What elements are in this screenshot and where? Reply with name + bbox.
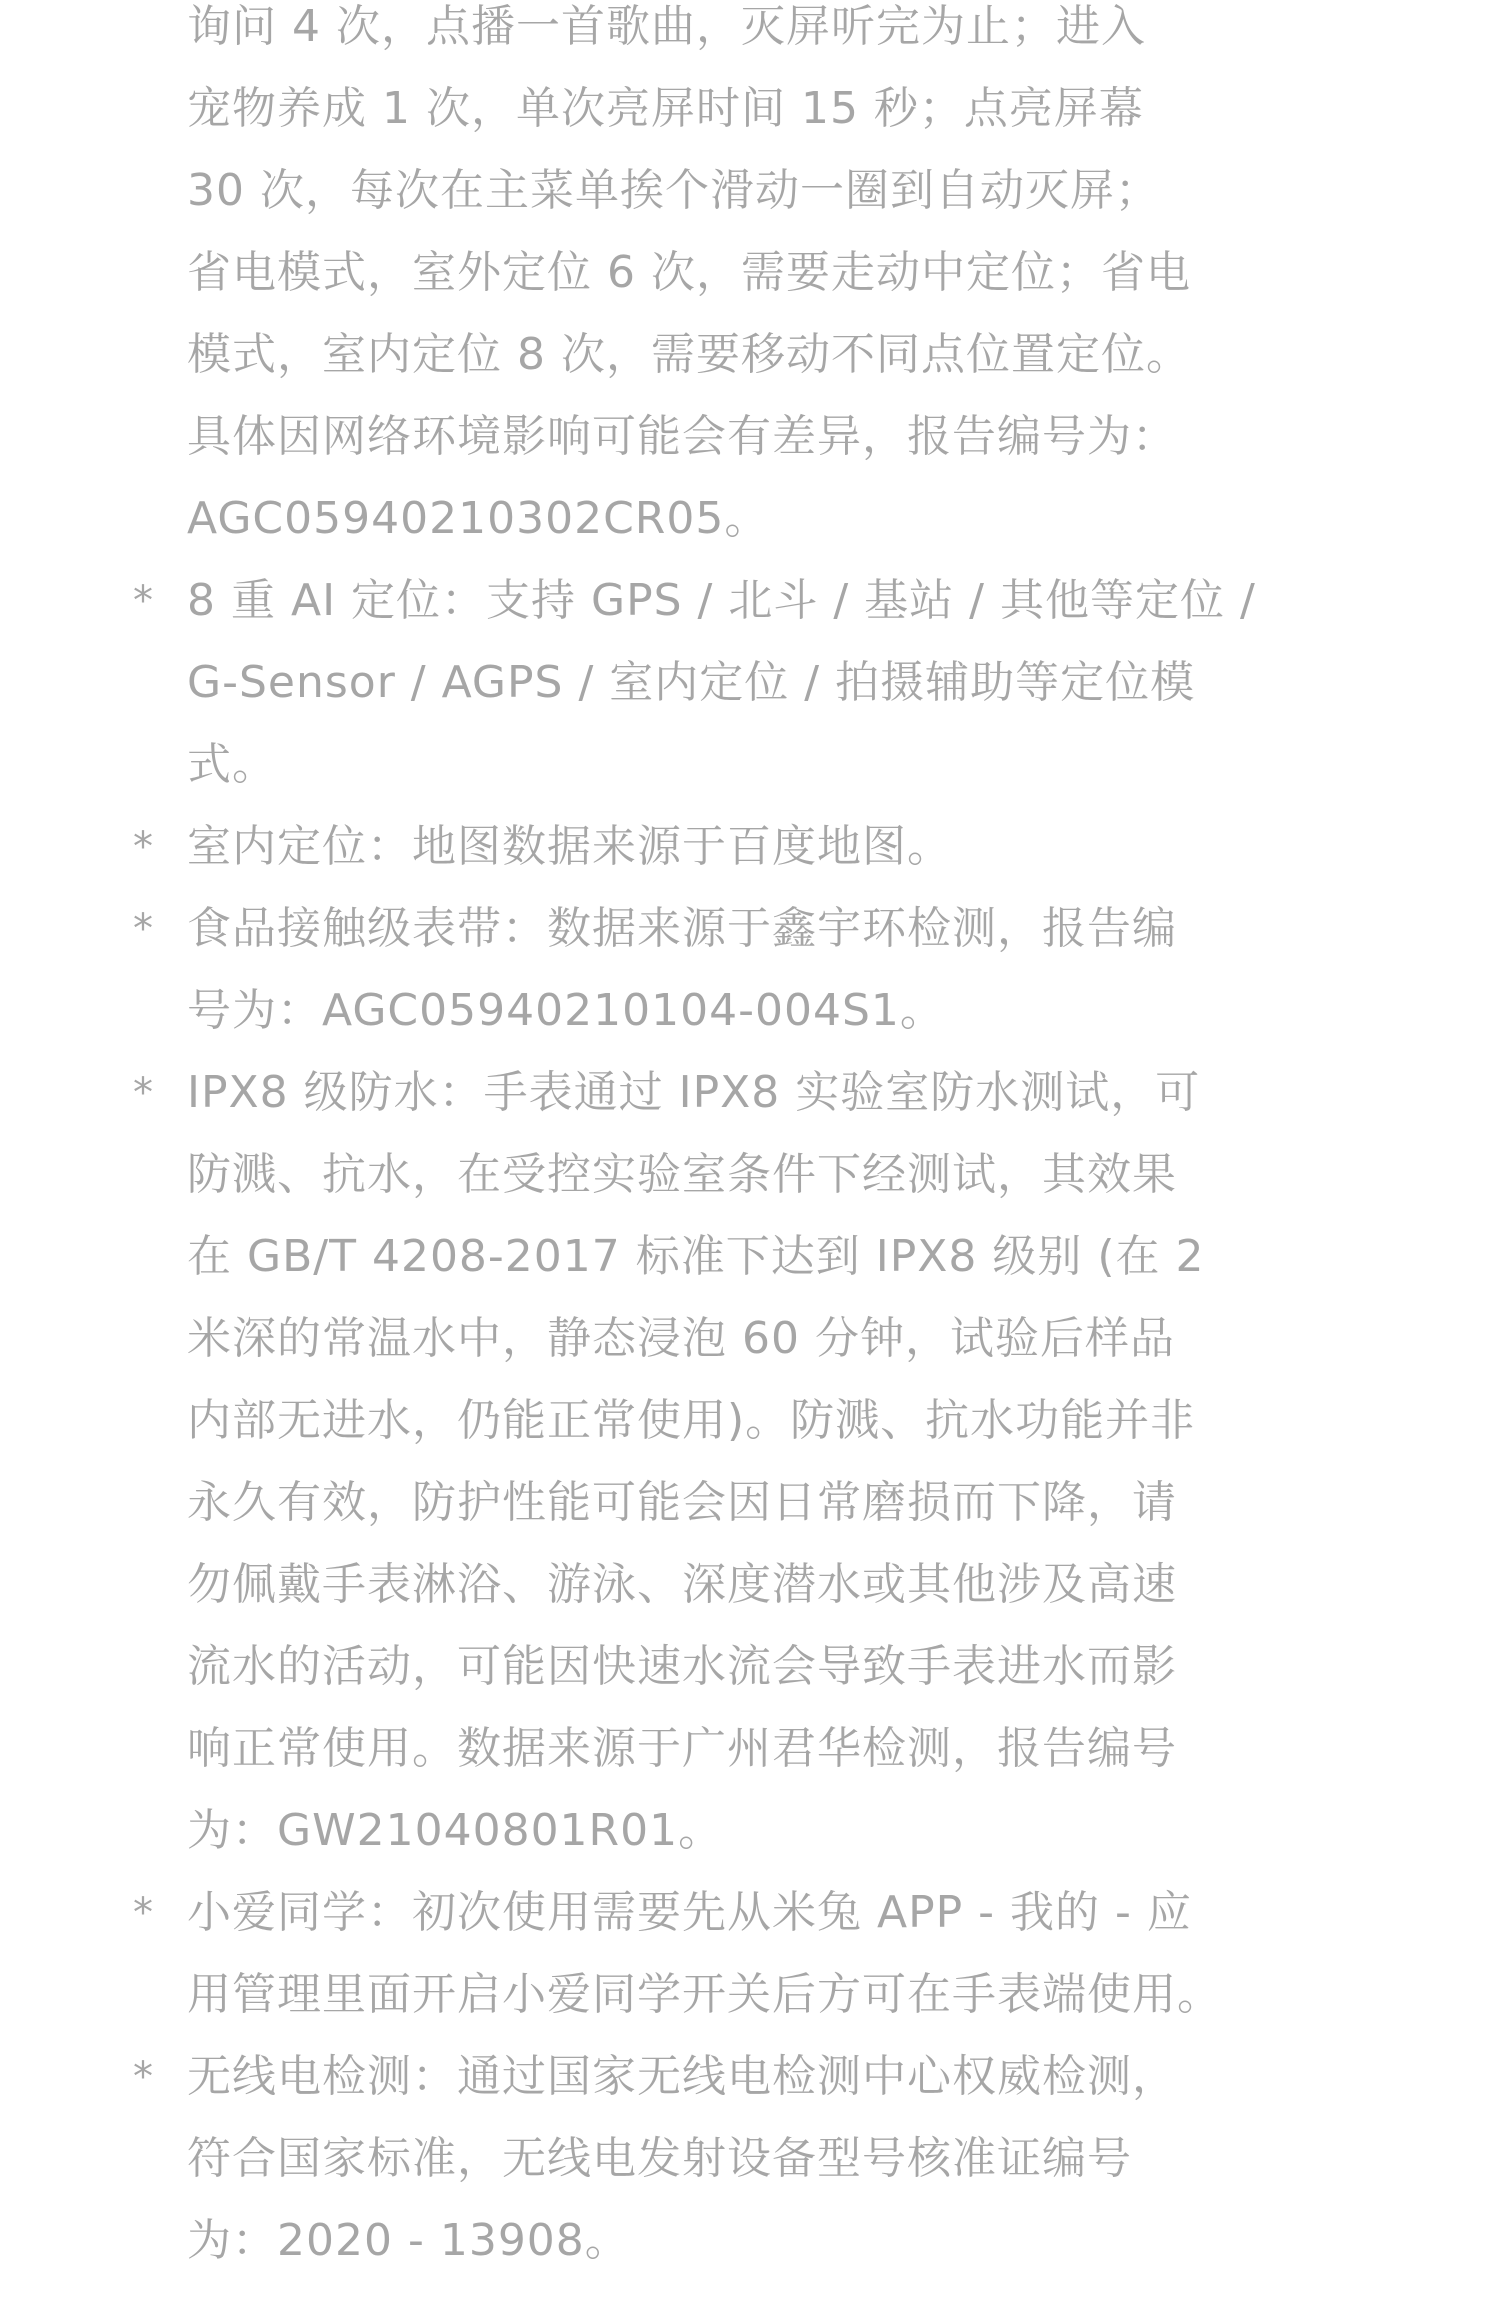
note-text-line: 勿佩戴手表淋浴、游泳、深度潜水或其他涉及高速: [187, 1559, 1177, 1610]
note-text-line: 米深的常温水中，静态浸泡 60 分钟，试验后样品: [187, 1313, 1175, 1364]
note-text-line: G-Sensor / AGPS / 室内定位 / 拍摄辅助等定位模: [187, 657, 1196, 708]
note-text-line: 8 重 AI 定位：支持 GPS / 北斗 / 基站 / 其他等定位 /: [187, 575, 1256, 626]
note-text-line: 无线电检测：通过国家无线电检测中心权威检测，: [187, 2051, 1177, 2102]
intro-text-line: 30 次，每次在主菜单挨个滑动一圈到自动灭屏；: [187, 165, 1160, 216]
note-text-line: 式。: [187, 739, 277, 790]
note-text-line: 为：2020 - 13908。: [187, 2215, 630, 2266]
note-text-line: IPX8 级防水：手表通过 IPX8 实验室防水测试，可: [187, 1067, 1201, 1118]
note-bullet-asterisk: *: [133, 1890, 153, 1936]
note-text-line: 符合国家标准，无线电发射设备型号核准证编号: [187, 2133, 1132, 2184]
note-text-line: 为：GW21040801R01。: [187, 1805, 724, 1856]
note-bullet-asterisk: *: [133, 578, 153, 624]
intro-text-line: 省电模式，室外定位 6 次，需要走动中定位；省电: [187, 247, 1191, 298]
note-bullet-asterisk: *: [133, 1070, 153, 1116]
note-text-line: 内部无进水，仍能正常使用)。防溅、抗水功能并非: [187, 1395, 1196, 1446]
note-text-line: 室内定位：地图数据来源于百度地图。: [187, 821, 952, 872]
note-text-line: 在 GB/T 4208-2017 标准下达到 IPX8 级别 (在 2: [187, 1231, 1205, 1282]
note-bullet-asterisk: *: [133, 824, 153, 870]
note-text-line: 永久有效，防护性能可能会因日常磨损而下降，请: [187, 1477, 1177, 1528]
note-bullet-asterisk: *: [133, 906, 153, 952]
note-text-line: 食品接触级表带：数据来源于鑫宇环检测，报告编: [187, 903, 1177, 954]
note-text-line: 用管理里面开启小爱同学开关后方可在手表端使用。: [187, 1969, 1222, 2020]
intro-text-line: AGC05940210302CR05。: [187, 493, 770, 544]
intro-text-line: 宠物养成 1 次，单次亮屏时间 15 秒；点亮屏幕: [187, 83, 1144, 134]
intro-text-line: 询问 4 次，点播一首歌曲，灭屏听完为止；进入: [187, 1, 1146, 52]
note-text-line: 流水的活动，可能因快速水流会导致手表进水而影: [187, 1641, 1177, 1692]
note-text-line: 小爱同学：初次使用需要先从米兔 APP - 我的 - 应: [187, 1887, 1192, 1938]
note-bullet-asterisk: *: [133, 2054, 153, 2100]
note-text-line: 号为：AGC05940210104-004S1。: [187, 985, 945, 1036]
intro-text-line: 模式，室内定位 8 次，需要移动不同点位置定位。: [187, 329, 1191, 380]
note-text-line: 响正常使用。数据来源于广州君华检测，报告编号: [187, 1723, 1177, 1774]
intro-text-line: 具体因网络环境影响可能会有差异，报告编号为：: [187, 411, 1177, 462]
note-text-line: 防溅、抗水，在受控实验室条件下经测试，其效果: [187, 1149, 1177, 1200]
